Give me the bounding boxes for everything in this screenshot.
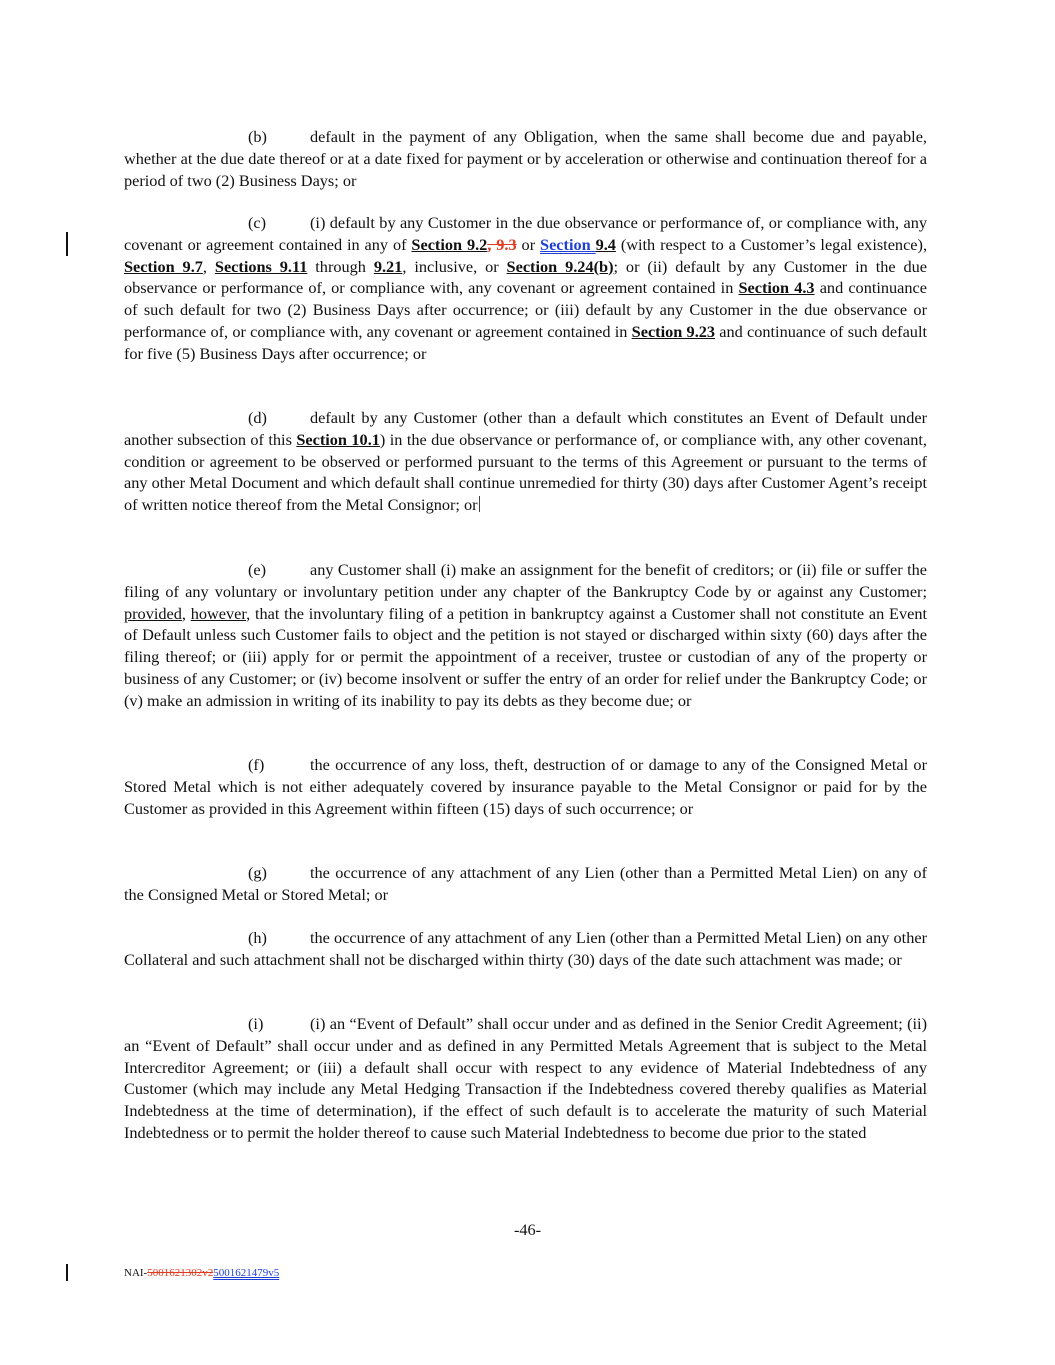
paragraph-text: (with respect to a Customer’s legal existence), (615, 234, 928, 254)
paragraph-label: (i) (248, 1014, 264, 1033)
section-ref-4-3[interactable]: Section 4.3 (738, 278, 815, 298)
inserted-text: Section (540, 234, 596, 254)
provided-term: provided (124, 603, 182, 623)
section-ref-9-11[interactable]: Sections 9.11 (214, 256, 308, 276)
paragraph-label: (c) (248, 213, 267, 232)
paragraph-text: the occurrence of any attachment of any Lien (other than a Permitted Metal Lien) on any of the Consigned Metal or Stored Metal; or (124, 863, 927, 904)
however-term: however (190, 603, 247, 623)
paragraph-text: (i) an “Event of Default” shall occur under and as defined in the Senior Credit Agreement; (ii) an “Event of Default” shall occur under and as defined in any Permitted Metals Agreement that is subject to the Metal Intercreditor Agreement; or (iii) a default shall occur with respect to any evidence of Material Indebtedness of any Customer (which may include any Metal Hedging Transaction if the Indebtedness covered thereby qualifies as Material Indebtedness at the time of determination), if the effect of such default is to accelerate the maturity of such Material Indebtedness or to permit the holder thereof to cause such Material Indebtedness to become due prior to the stated (124, 1014, 927, 1142)
paragraph-e (124, 559, 927, 712)
deleted-text: , 9.3 (487, 234, 517, 254)
paragraph-d (124, 407, 927, 516)
paragraph-label: (g) (248, 863, 267, 882)
paragraph-text: default in the payment of any Obligation, when the same shall become due and payable, whether at the due date thereof or at a date fixed for payment or by acceleration or otherwise and continuation thereof for a period of two (2) Business Days; or (124, 127, 927, 190)
section-ref-9-7[interactable]: Section 9.7 (124, 256, 203, 276)
paragraph-text: the occurrence of any loss, theft, destruction of or damage to any of the Consigned Metal or Stored Metal which is not either adequately covered by insurance payable to the Metal Consignor or paid for by the Customer as provided in this Agreement within fifteen (15) days of such occurrence; or (124, 755, 927, 818)
paragraph-text: ; or (ii) default by any Customer in the due observance or performance of, or compliance with, any covenant or agreement contained in (124, 256, 927, 298)
paragraph-text: (i) default by any Customer in the due observance or performance of, or compliance with, any covenant or agreement contained in any of (124, 213, 927, 254)
paragraph-text: , (181, 603, 191, 623)
text-cursor (479, 496, 480, 512)
paragraph-text: the occurrence of any attachment of any Lien (other than a Permitted Metal Lien) on any other Collateral and such attachment shall not be discharged within thirty (30) days of the date such attachment was made; or (124, 928, 927, 969)
paragraph-text: , (202, 256, 215, 276)
paragraph-i (124, 1013, 927, 1144)
deleted-doc-id: 5001621302v2 (147, 1267, 214, 1279)
section-ref-9-2[interactable]: Section 9.2 (411, 234, 488, 254)
paragraph-text: , that the involuntary filing of a petition in bankruptcy against a Customer shall not constitute an Event of Default unless such Customer fails to object and the petition is not stayed or discharged within sixty (60) days after the filing thereof; or (iii) apply for or permit the appointment of a receiver, trustee or custodian of any of the property or business of any Customer; or (iv) become insolvent or suffer the entry of an order for relief under the Bankruptcy Code; or (v) make an admission in writing of its inability to pay its debts as they become due; or (124, 603, 927, 710)
paragraph-label: (h) (248, 928, 267, 947)
paragraph-text: ) in the due observance or performance of, or compliance with, any other covenant, condition or agreement to be observed or performed pursuant to the terms of this Agreement or pursuant to the terms of any other Metal Document and which default shall continue unremedied for thirty (30) days after Customer Agent’s receipt of written notice thereof from the Metal Consignor; or (124, 429, 928, 515)
paragraph-text: and continuance of such default for five (5) Business Days after occurrence; or (124, 321, 927, 363)
footer-prefix: NAI- (124, 1267, 148, 1279)
paragraph-text: any Customer shall (i) make an assignment for the benefit of creditors; or (ii) file or suffer the filing of any voluntary or involuntary petition under any chapter of the Bankruptcy Code by or against any Customer; (124, 560, 927, 601)
section-ref-9-4[interactable]: 9.4 (595, 234, 616, 254)
paragraph-text: and continuance of such default for two (2) Business Days after occurrence; or (iii) default by any Customer in the due observance or performance of, or compliance with, any covenant or agreement contained in (124, 278, 927, 341)
paragraph-g (124, 862, 927, 906)
change-bar (66, 1264, 68, 1281)
paragraph-b (124, 126, 927, 191)
change-bar (66, 232, 68, 256)
paragraph-label: (b) (248, 127, 267, 146)
page-number: -46- (513, 1220, 542, 1239)
paragraph-label: (e) (248, 560, 267, 579)
paragraph-label: (f) (248, 755, 265, 774)
paragraph-text: , inclusive, or (402, 256, 507, 276)
paragraph-text: or (516, 234, 541, 254)
section-ref-10-1[interactable]: Section 10.1 (296, 429, 380, 449)
paragraph-f (124, 754, 927, 819)
inserted-doc-id: 5001621479v5 (213, 1267, 280, 1279)
section-ref-9-24b[interactable]: Section 9.24(b) (506, 256, 614, 276)
paragraph-text: through (307, 256, 374, 276)
paragraph-text: default by any Customer (other than a default which constitutes an Event of Default under another subsection of this (124, 408, 927, 449)
section-ref-9-23[interactable]: Section 9.23 (631, 321, 716, 341)
section-ref-9-21[interactable]: 9.21 (373, 256, 403, 276)
paragraph-label: (d) (248, 408, 267, 427)
paragraph-c (124, 212, 927, 365)
footer-document-id (124, 1267, 279, 1279)
paragraph-h (124, 927, 927, 971)
